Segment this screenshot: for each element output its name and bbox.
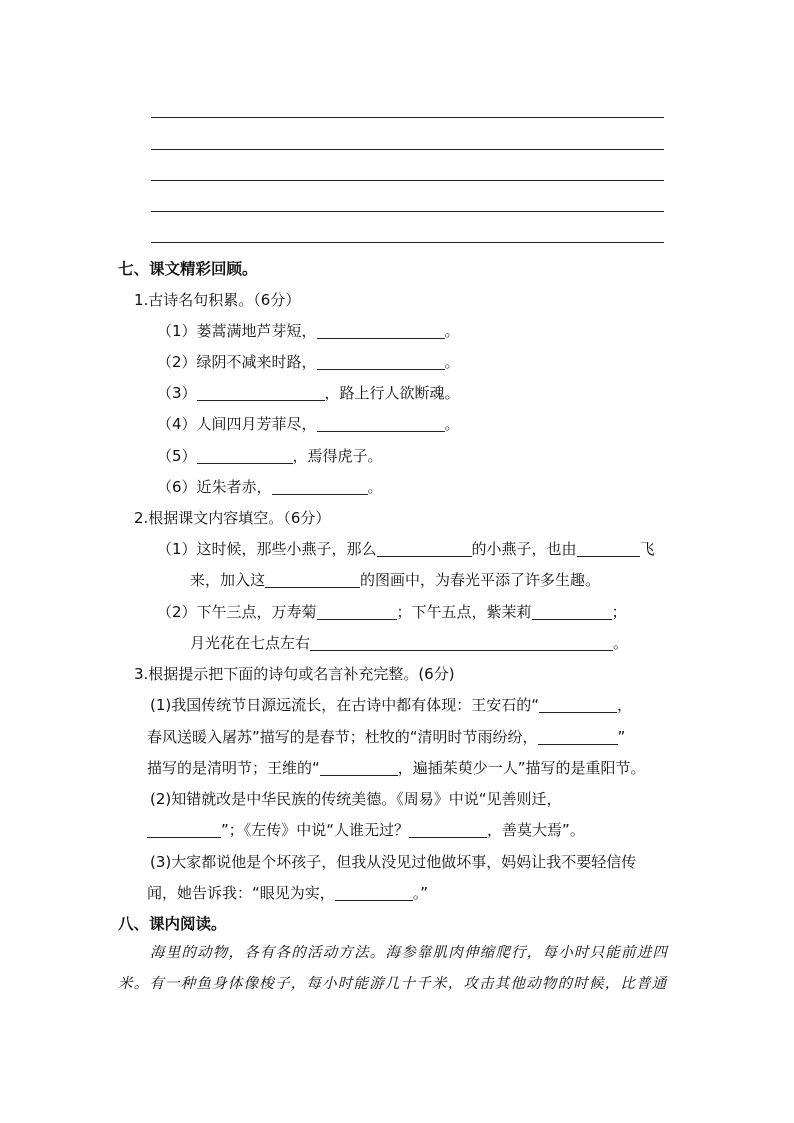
section-7-title: 七、课文精彩回顾。 bbox=[118, 260, 258, 278]
q1-title: 1.古诗名句积累。（6分） bbox=[134, 291, 301, 309]
q3-p2-line-2: ”；《左传》中说“人谁无过？ ，善莫大焉”。 bbox=[147, 819, 585, 841]
q3-p3-line-2: 闻，她告诉我：“眼见为实， 。” bbox=[147, 884, 429, 902]
answer-blank[interactable] bbox=[197, 384, 325, 401]
q3-p1-line-3: 描写的是清明节；王维的“ ，遍插茱萸少一人”描写的是重阳节。 bbox=[147, 759, 646, 777]
answer-blank[interactable] bbox=[265, 571, 360, 588]
answer-blank[interactable] bbox=[197, 447, 293, 464]
q1-item-5: （5） ，焉得虎子。 bbox=[157, 447, 383, 465]
q1-item-6: （6）近朱者赤， 。 bbox=[157, 478, 383, 496]
answer-blank[interactable] bbox=[335, 884, 413, 901]
answer-blank[interactable] bbox=[577, 540, 640, 557]
answer-blank[interactable] bbox=[147, 821, 221, 838]
q2-title: 2.根据课文内容填空。（6分） bbox=[134, 509, 331, 527]
q1-item-1: （1）蒌蒿满地芦芽短， 。 bbox=[157, 322, 460, 340]
q1-item-4: （4）人间四月芳菲尽， 。 bbox=[157, 415, 460, 433]
answer-blank[interactable] bbox=[317, 415, 445, 432]
writing-line[interactable] bbox=[151, 149, 664, 150]
answer-blank[interactable] bbox=[532, 603, 612, 620]
answer-blank[interactable] bbox=[317, 353, 445, 370]
q1-item-3: （3） ，路上行人欲断魂。 bbox=[157, 384, 460, 402]
answer-blank[interactable] bbox=[539, 696, 617, 713]
writing-line[interactable] bbox=[151, 117, 664, 118]
answer-blank[interactable] bbox=[320, 759, 398, 776]
q2-item-1-line-2: 来，加入这 的图画中，为春光平添了许多生趣。 bbox=[190, 571, 601, 589]
q3-p1-line-2: 春风送暖入屠苏”描写的是春节；杜牧的“清明时节雨纷纷， ” bbox=[147, 728, 626, 746]
answer-blank[interactable] bbox=[377, 540, 472, 557]
q3-p2-line-1: (2)知错就改是中华民族的传统美德。《周易》中说“见善则迁， bbox=[150, 790, 562, 808]
answer-blank[interactable] bbox=[272, 478, 368, 495]
writing-line[interactable] bbox=[151, 180, 664, 181]
answer-blank[interactable] bbox=[317, 603, 397, 620]
q2-item-2-line-2: 月光花在七点左右 。 bbox=[190, 634, 629, 652]
answer-blank[interactable] bbox=[310, 634, 613, 651]
q3-p3-line-1: (3)大家都说他是个坏孩子，但我从没见过他做坏事，妈妈让我不要轻信传 bbox=[150, 853, 637, 871]
q2-item-2-line-1: （2）下午三点，万寿菊 ；下午五点，紫茉莉 ； bbox=[157, 603, 627, 621]
answer-blank[interactable] bbox=[538, 728, 618, 745]
q3-p1-line-1: (1)我国传统节日源远流长，在古诗中都有体现：王安石的“ ， bbox=[150, 696, 633, 714]
answer-blank[interactable] bbox=[409, 821, 487, 838]
writing-line[interactable] bbox=[151, 211, 664, 212]
section-8-title: 八、课内阅读。 bbox=[118, 915, 227, 933]
writing-line[interactable] bbox=[151, 242, 664, 243]
reading-passage-line-1: 海里的动物，各有各的活动方法。海参靠肌肉伸缩爬行，每小时只能前进四 bbox=[150, 945, 669, 961]
q3-title: 3.根据提示把下面的诗句或名言补充完整。(6分) bbox=[134, 665, 455, 683]
q2-item-1-line-1: （1）这时候，那些小燕子，那么 的小燕子，也由 飞 bbox=[157, 540, 655, 558]
q1-item-2: （2）绿阴不减来时路， 。 bbox=[157, 353, 460, 371]
reading-passage-line-2: 米。有一种鱼身体像梭子，每小时能游几十千米，攻击其他动物的时候，比普通 bbox=[118, 976, 668, 992]
answer-blank[interactable] bbox=[317, 322, 445, 339]
